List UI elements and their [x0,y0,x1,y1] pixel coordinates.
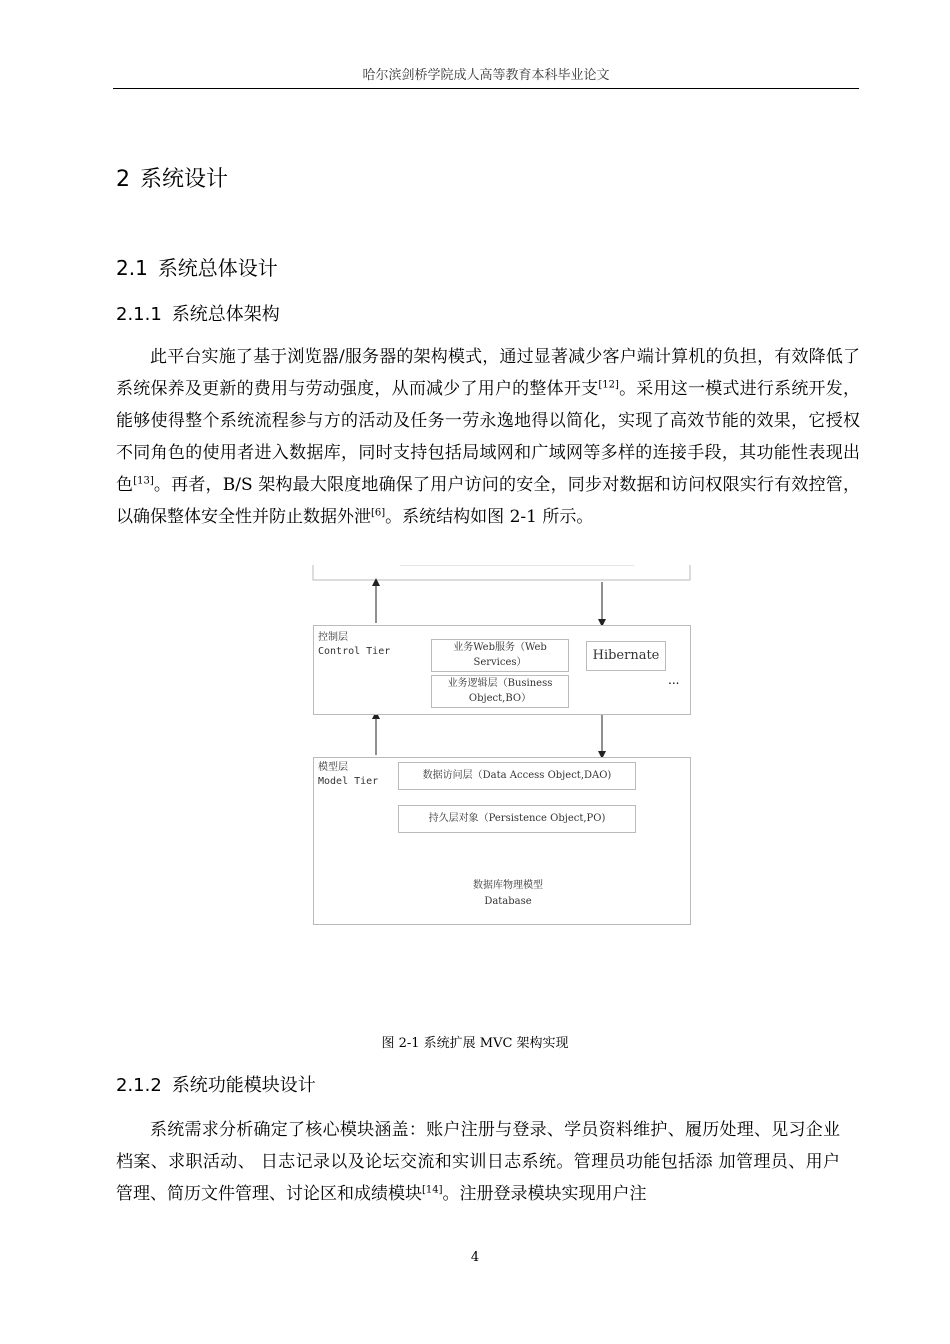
para2-text-2: 。注册登录模块实现用户注 [442,1184,647,1204]
model-tier-label [318,761,378,789]
page-header: 哈尔滨剑桥学院成人高等教育本科毕业论文 [362,68,610,83]
mvc-architecture-figure [312,565,692,925]
citation-ref: [12] [598,379,619,391]
para1-text-2: 。采用这一模式进行系统开发，能够使得整个系统流程参与方的活动及任务一劳永逸地得以简化，实现了高效节能的效果，它授权不同角色的使用者进入数据库，同时支持包括局域网和广域网等多样的连接手段，其功能性表现出色 [116,379,860,495]
database-label [442,878,574,910]
header-rule [113,88,859,89]
business-logic-box: 业务逻辑层（Business Object,BO） [431,675,569,708]
control-tier-label-cn: 控制层 [318,632,348,643]
control-tier-label [318,631,390,659]
section-number: 2.1 [116,256,148,280]
subsection-heading-2 [116,1071,316,1097]
citation-ref: [13] [133,475,154,487]
control-tier-label-en: Control Tier [318,646,391,657]
citation-ref: [6] [371,507,386,519]
para1-text-1: 此平台实施了基于浏览器/服务器的架构模式，通过显著减少客户端计算机的负担，有效降低了系统保养及更新的费用与劳动强度，从而减少了用户的整体开支 [116,347,860,399]
model-tier-label-en: Model Tier [318,776,379,787]
figure-caption: 图 2-1 系统扩展 MVC 架构实现 [381,1036,569,1051]
model-tier-label-cn: 模型层 [318,762,348,773]
top-tier-box [313,565,690,580]
web-service-box: 业务Web服务（Web Services） [431,639,569,672]
subsection-number-2: 2.1.2 [116,1075,162,1096]
hibernate-box: Hibernate [586,641,666,671]
more-ellipsis: ... [668,673,680,687]
dao-box: 数据访问层（Data Access Object,DAO) [398,762,636,790]
section-title: 系统总体设计 [157,256,278,280]
database-label-cn: 数据库物理模型 [473,880,543,891]
chapter-number: 2 [116,167,130,192]
citation-ref: [14] [422,1184,443,1196]
database-label-en: Database [484,896,532,907]
section-heading [116,252,278,281]
para2-text-1: 系统需求分析确定了核心模块涵盖：账户注册与登录、学员资料维护、履历处理、见习企业档案、求职活动、 日志记录以及论坛交流和实训日志系统。管理员功能包括添 加管理员、用户管理、简历文件管理、讨论区和成绩模块 [116,1120,840,1204]
po-box: 持久层对象（Persistence Object,PO) [398,805,636,833]
para1-text-4: 。系统结构如图 2-1 所示。 [385,507,594,527]
body-paragraph-1 [116,341,860,533]
subsection-title-2: 系统功能模块设计 [171,1075,316,1096]
page-number: 4 [470,1250,480,1265]
subsection-number-1: 2.1.1 [116,304,162,325]
para1-text-3: 。再者，B/S 架构最大限度地确保了用户访问的安全，同步对数据和访问权限实行有效控管，以确保整体安全性并防止数据外泄 [116,475,860,527]
body-paragraph-2 [116,1114,840,1210]
subsection-heading-1 [116,300,280,326]
subsection-title-1: 系统总体架构 [171,304,280,325]
chapter-title: 系统设计 [140,167,229,192]
chapter-heading [116,162,228,193]
